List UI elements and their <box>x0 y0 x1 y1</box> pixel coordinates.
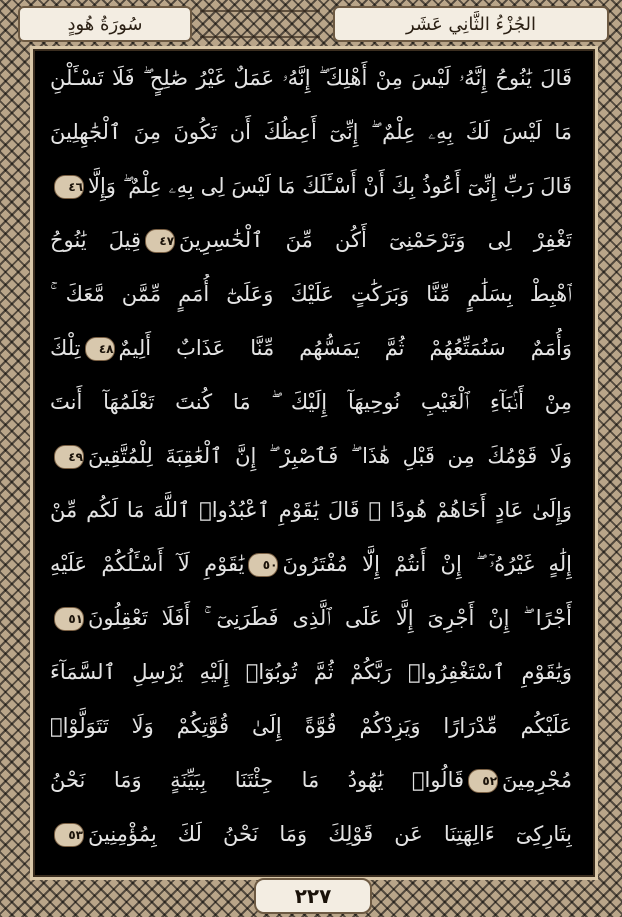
ayah-number-marker: ٤٦ <box>54 175 84 199</box>
verse-text: يَٰقَوْمِ لَآ أَسْـَٔلُكُمْ عَلَيْهِ <box>50 552 245 576</box>
verse-text: وَيَٰقَوْمِ ٱسْتَغْفِرُوا۟ رَبَّكُمْ ثُمَّ تُوبُوٓا۟ إِلَيْهِ يُرْسِلِ ٱلسَّمَآءَ <box>50 660 572 684</box>
verse-text: وَلَا قَوْمُكَ مِن قَبْلِ هَٰذَا ۖ فَٱصْبِرْ ۖ إِنَّ ٱلْعَٰقِبَةَ لِلْمُتَّقِينَ <box>88 444 572 468</box>
page-header <box>0 0 622 46</box>
verse-text: بِتَارِكِىٓ ءَالِهَتِنَا عَن قَوْلِكَ وَمَا نَحْنُ لَكَ بِمُؤْمِنِينَ <box>88 822 572 846</box>
verse-text: قَالَ يَٰنُوحُ إِنَّهُۥ لَيْسَ مِنْ أَهْلِكَ ۖ إِنَّهُۥ عَمَلٌ غَيْرُ صَٰلِحٍ ۖ فَلَا تَسْـَٔلْنِ <box>50 66 572 90</box>
verse-text: إِلَٰهٍ غَيْرُهُۥٓ ۖ إِنْ أَنتُمْ إِلَّا مُفْتَرُونَ <box>282 552 572 576</box>
ayah-number-marker: ٥٢ <box>468 769 498 793</box>
text-line <box>50 382 572 422</box>
quran-text <box>50 58 572 870</box>
text-line <box>50 652 572 692</box>
text-line <box>50 274 572 314</box>
text-line <box>50 436 572 476</box>
verse-text: مُجْرِمِينَ <box>502 768 572 792</box>
page-number: ٢٢٧ <box>254 878 372 914</box>
text-line <box>50 328 572 368</box>
text-line <box>50 706 572 746</box>
verse-text: مَا لَيْسَ لَكَ بِهِۦ عِلْمٌ ۖ إِنِّىٓ أَعِظُكَ أَن تَكُونَ مِنَ ٱلْجَٰهِلِينَ <box>50 120 572 144</box>
verse-text: وَأُمَمٌ سَنُمَتِّعُهُمْ ثُمَّ يَمَسُّهُم مِّنَّا عَذَابٌ أَلِيمٌ <box>118 336 572 360</box>
ayah-number-marker: ٥١ <box>54 607 84 631</box>
verse-text: وَإِلَىٰ عَادٍ أَخَاهُمْ هُودًا ۚ قَالَ يَٰقَوْمِ ٱعْبُدُوا۟ ٱللَّهَ مَا لَكُم مِّنْ <box>50 498 572 522</box>
text-line <box>50 814 572 854</box>
verse-text: أَجْرًا ۖ إِنْ أَجْرِىَ إِلَّا عَلَى ٱلَّذِى فَطَرَنِىٓ ۚ أَفَلَا تَعْقِلُونَ <box>88 606 572 630</box>
verse-text: قَالَ رَبِّ إِنِّىٓ أَعُوذُ بِكَ أَنْ أَسْـَٔلَكَ مَا لَيْسَ لِى بِهِۦ عِلْمٌ ۖ وَإِلَّا <box>88 174 572 198</box>
verse-text: قَالُوا۟ يَٰهُودُ مَا جِئْتَنَا بِبَيِّنَةٍ وَمَا نَحْنُ <box>50 768 465 792</box>
header-ornament <box>200 10 320 38</box>
ayah-number-marker: ٤٨ <box>85 337 115 361</box>
text-line <box>50 166 572 206</box>
ayah-number-marker: ٥٣ <box>54 823 84 847</box>
verse-text: مِنْ أَنۢبَآءِ ٱلْغَيْبِ نُوحِيهَآ إِلَيْكَ ۖ مَا كُنتَ تَعْلَمُهَآ أَنتَ <box>50 390 572 414</box>
text-line <box>50 598 572 638</box>
ayah-number-marker: ٥٠ <box>248 553 278 577</box>
verse-text: تَغْفِرْ لِى وَتَرْحَمْنِىٓ أَكُن مِّنَ ٱلْخَٰسِرِينَ <box>179 228 572 252</box>
ayah-number-marker: ٤٩ <box>54 445 84 469</box>
text-line <box>50 544 572 584</box>
verse-text: ٱهْبِطْ بِسَلَٰمٍ مِّنَّا وَبَرَكَٰتٍ عَلَيْكَ وَعَلَىٰٓ أُمَمٍ مِّمَّن مَّعَكَ ۚ <box>50 282 572 306</box>
verse-text: عَلَيْكُم مِّدْرَارًا وَيَزِدْكُمْ قُوَّةً إِلَىٰ قُوَّتِكُمْ وَلَا تَتَوَلَّوْا۟ <box>50 714 572 738</box>
surah-label: سُورَةُ هُودٍ <box>18 6 192 42</box>
verse-text: تِلْكَ <box>50 336 81 360</box>
text-line <box>50 112 572 152</box>
text-line <box>50 220 572 260</box>
ayah-number-marker: ٤٧ <box>145 229 175 253</box>
text-line <box>50 760 572 800</box>
text-line <box>50 490 572 530</box>
verse-text: قِيلَ يَٰنُوحُ <box>50 228 142 252</box>
text-line <box>50 58 572 98</box>
juz-label: الجُزْءُ الثَّانِي عَشَر <box>333 6 609 42</box>
